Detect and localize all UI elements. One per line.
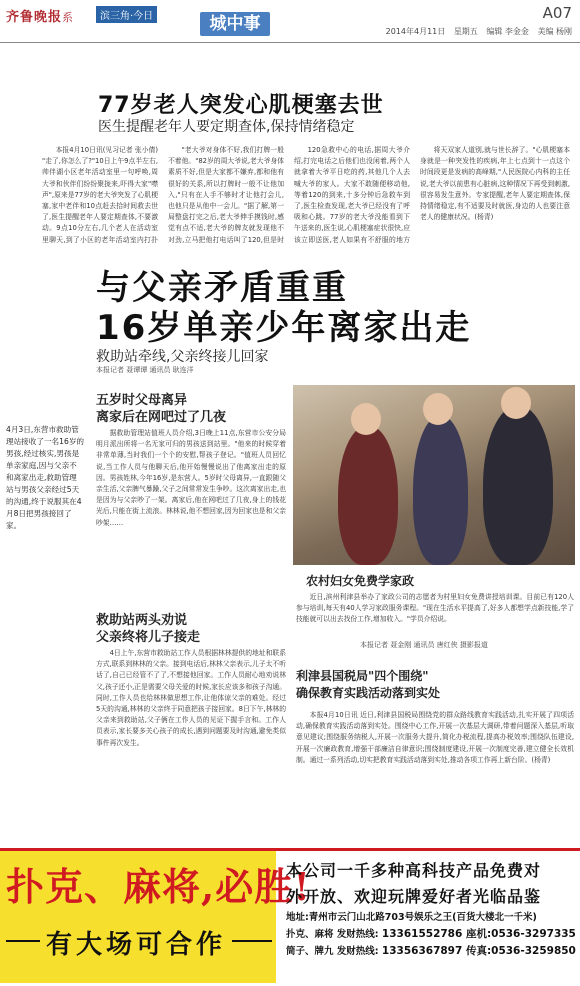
paper-name: 齐鲁晚报 — [6, 10, 63, 25]
weekday: 星期五 — [453, 27, 478, 36]
article3-body — [296, 710, 574, 842]
article2-subhead: 救助站牵线,父亲终接儿回家 — [96, 349, 269, 365]
ad-hotline-2-label: 筒子、牌九 发财热线: — [286, 946, 379, 957]
ad-right-panel — [286, 858, 576, 960]
article1-subhead: 医生提醒老年人要定期查体,保持情绪稳定 — [98, 119, 355, 135]
article2-sub2-heading — [96, 612, 200, 646]
article3-headline — [296, 668, 440, 702]
article1-col1 — [42, 145, 158, 243]
article2-sub1-body — [96, 428, 286, 596]
photo-figure-head — [423, 393, 453, 425]
article3-text: 本报4月10日讯 近日,利津县国税局围绕党的群众路线教育实践活动,扎实开展了四项活动,确保教育实践活动落到实处。围绕中心工作,开展一次基层大调研,带着问题深入基层,听取意见建议;围绕服务纳税人,开展一次服务大提升,简化办税流程,提高办税效率;围绕队伍建设,开展一次廉政教育,增强干部廉洁自律意识;围绕制度建设,开展一次制度完善,建立健全长效机制。通过一系列活动,切实把教育实践活动落到实处,推动各项工作再上新台阶。(杨青) — [296, 711, 574, 764]
ad-cooperation-slogan: 有大场可合作 — [40, 924, 232, 961]
article1-col2 — [168, 145, 284, 243]
photo-figure — [413, 415, 468, 565]
ad-address: 地址:青州市云门山北路703号娱乐之王(百货大楼北一千米) — [286, 912, 537, 923]
article3-headline-line2: 确保教育实践活动落到实处 — [296, 686, 441, 700]
header-rule — [0, 42, 580, 43]
article2-sub1-line1: 五岁时父母离异 — [96, 393, 188, 408]
section-tab — [200, 12, 320, 36]
photo-story-body — [296, 592, 574, 638]
article2-sub2-body — [96, 648, 286, 840]
ad-line1: 本公司一千多种高科技产品免费对 — [286, 861, 542, 880]
photo-story-text: 近日,滨州利津县举办了家政公司的志愿者为村里妇女免费讲授培训课。目前已有120人参与培训,每天有40人学习家政服务课程。"现在生活水平提高了,好多人都想学点新技能,学了技能就可以出去找份工作,增加收入。"学员介绍说。 — [296, 593, 574, 624]
designer: 美编 杨刚 — [537, 27, 572, 36]
ad-hotline-1 — [286, 926, 576, 943]
ad-hotline-2-tel: 13356367897 传真:0536-3259850 — [381, 945, 576, 957]
article1-col3 — [294, 145, 410, 243]
article2-headline — [96, 268, 471, 348]
ad-hotline-1-tel: 13361552786 座机:0536-3297335 — [381, 928, 576, 940]
photo-story-title: 农村妇女免费学家政 — [306, 574, 415, 588]
ad-hotline-1-label: 扑克、麻将 发财热线: — [286, 929, 379, 940]
ad-hotline-2 — [286, 943, 576, 960]
article2-sub2-line2: 父亲终将儿子接走 — [96, 630, 201, 645]
ad-line2: 外开放、欢迎玩牌爱好者光临品鉴 — [286, 887, 542, 906]
paper-suffix: 系 — [62, 11, 75, 24]
photo-figure-head — [351, 403, 381, 435]
section-title: 城中事 — [200, 12, 270, 36]
photo-figure — [338, 425, 398, 565]
article1-col1-text: 本报4月10日讯(见习记者 张小倩) "走了,你怎么了?"10日上午9点半左右,帅伴湖小区老年活动室里一句呼唤,周大爷和伙伴们纷纷聚拢来,吓得大家"噤声",原来是77岁的老大爷突发了心肌梗塞,家中老伴和10点赶去拾时间救去世了,医生提醒老年人要定期查体,不要激动。9点10分左右,几个老人在活动室里聊天,到了小区的老年活动室内打扑 — [42, 146, 158, 243]
masthead — [0, 0, 580, 48]
article2-headline-line1: 与父亲矛盾重重 — [96, 268, 348, 308]
article3-headline-line1: 利津县国税局"四个围绕" — [296, 669, 429, 683]
photo-figure-head — [501, 387, 531, 419]
article1-col4-text: 将天双家人道别,就与世长辞了。"心肌梗塞本身就是一种突发性的疾病,年上七点到十一点这个时间段更是发病的高峰期,"人民医院心内科的主任说,老大爷以前患有心脏病,这种情况下再受到刺激,很容易发生意外。专家提醒,老年人要定期查体,保持情绪稳定,有不适要及时就医,身边的人也要注意老人的健康状况。(杨青) — [420, 146, 570, 222]
photo-figure — [483, 405, 553, 565]
article1-col2-text: "老大爷对身体不好,我们打牌一般不着他。"82岁的周大爷说,老大爷身体素质不好,但是大家都不嫌弃,都和他有很好的关系,所以打牌时一般不让他加入,"只有在人手不够时才让他打会儿,也他只是从他中一会儿。"据了解,第一局整盘打完之后,老大爷伸手摸钱时,感觉有点不适,老大爷的牌友就发现他不对劲,立马把他打电话叫了120,但是时 — [168, 146, 284, 243]
article2-headline-line2: 16岁单亲少年离家出走 — [96, 308, 472, 348]
article2-lead-sidebar: 4月3日,东营市救助管理站接收了一名16岁的男孩,经过核实,男孩是单亲家庭,因与父亲不和离家出走,救助管理站与男孩父亲经过5天的沟通,终于说服其在4月8日把男孩接回了家。 — [6, 425, 85, 530]
paper-logo — [6, 6, 74, 25]
news-photo — [293, 385, 575, 565]
ad-main-slogan: 扑克、麻将,必胜! — [6, 864, 311, 909]
article1-headline: 77岁老人突发心肌梗塞去世 — [98, 93, 384, 118]
article2-sub1-line2: 离家后在网吧过了几夜 — [96, 410, 227, 425]
edition-badge: 滨三角·今日 — [96, 6, 157, 23]
editor: 编辑 李金金 — [486, 27, 529, 36]
article1-col3-text: 120急救中心的电话,据周大爷介绍,打完电话之后他们也没闲着,两个人就拿着大爷平日吃的药,其他几个人去喊大爷的家人。大家不敢随便移动他,等着120的到来,十多分钟后急救车到了,医生检查发现,老大爷已经没有了呼吸和心跳。77岁的老大爷没能看到下午送来的,医生说,心肌梗塞症状很快,应该立即送医,老人如果有不舒服的地方 — [294, 146, 410, 243]
article2-sub1-text: 据救助管理站值班人员介绍,3日晚上11点,东营市公安分局明月派出所将一名无家可归的男孩送到站里。"他来的时候穿着非常单薄,当时我们一个个的安慰,帮孩子登记。"值班人员回忆说,当工作人员与他聊天后,他开始慢慢说出了他离家出走的原因。男孩姓林,今年16岁,是东营人。5岁时父母离异,一直跟随父亲生活,父亲脾气暴躁,父子之间常常发生争吵。这次离家出走,也是因为与父亲吵了一架。离家后,他在网吧过了几夜,身上的钱花光后,只能在街上流浪。林林说,他不想回家,因为回家也是和父亲吵架…… — [96, 429, 286, 527]
article1-col4 — [420, 145, 570, 257]
page-number: A07 — [542, 4, 572, 22]
dateline — [380, 26, 572, 37]
article2-sub2-line1: 救助站两头劝说 — [96, 613, 188, 628]
article2-byline: 本报记者 聂谭谭 通讯员 耿连洋 — [96, 366, 194, 374]
article2-sub1-heading — [96, 392, 226, 426]
date: 2014年4月11日 — [385, 27, 446, 36]
article2-sub2-text: 4日上午,东营市救助站工作人员根据林林提供的地址和联系方式,联系到林林的父亲。接到电话后,林林父亲表示,儿子太不听话了,自己已经管不了了,不想接他回家。工作人员耐心地劝说林父,孩子还小,正是需要父母关爱的时候,家长应该多和孩子沟通。同时,工作人员也给林林做思想工作,让他体谅父亲的难处。经过5天的沟通,林林的父亲终于同意把孩子接回家。8日下午,林林的父亲来到救助站,父子俩在工作人员的见证下握手言和。工作人员表示,家长要多关心孩子的成长,遇到问题要及时沟通,避免类似事件再次发生。 — [96, 649, 286, 747]
photo-story-byline: 本报记者 聂金刚 通讯员 唐红侠 摄影报道 — [360, 641, 488, 649]
